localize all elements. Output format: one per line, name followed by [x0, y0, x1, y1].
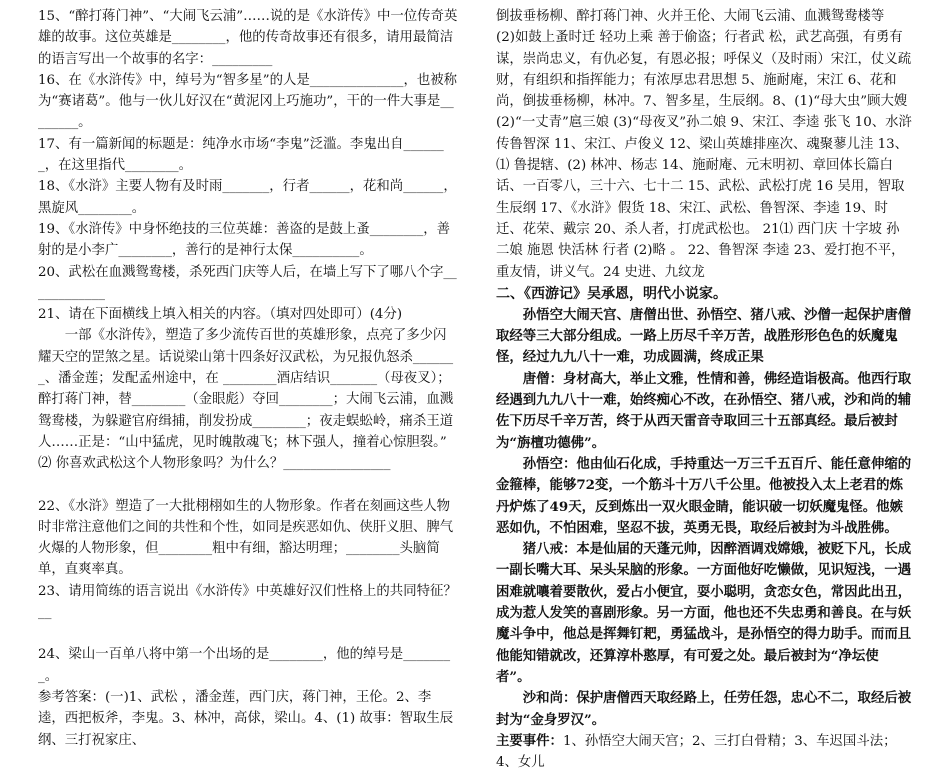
answer-key: 参考答案：(一)1、武松 ，潘金莲，西门庆，蒋门神，王伦。2、李逵，西把板斧，李鬼。3、林冲，高俅，梁山。4、(1) 故事：智取生辰纲、三打祝家庄、 [38, 689, 454, 748]
question-16: 16、在《水浒传》中，绰号为“智多星”的人是______________，也被称为“赛诸葛”。他与一伙儿好汉在“黄泥冈上巧施功”，干的一件大事是________。 [38, 72, 458, 131]
question-15: 15、“醉打蒋门神”、“大闹飞云浦”……说的是《水浒传》中一位传奇英雄的故事。这位英雄是________，他的传奇故事还有很多，请用最简洁的语言写出一个故事的名字：_________ [38, 9, 458, 67]
main-events-text: 1、孙悟空大闹天宫；2、三打白骨精；3、车迟国斗法；4、女儿 [496, 733, 897, 771]
question-18: 18、《水浒》主要人物有及时雨_______，行者______，花和尚______，黑旋风________。 [38, 179, 457, 216]
right-column [496, 6, 912, 773]
character-tangseng: 唐僧：身材高大，举止文雅，性情和善，佛经造诣极高。他西行取经遇到九九八十一难，始终痴心不改，在孙悟空、猪八戒，沙和尚的辅佐下历尽千辛万苦，终于从西天雷音寺取回三十五部真经。最后被封为“旃檀功德佛”。 [496, 370, 912, 451]
main-events-label: 主要事件： [496, 732, 563, 749]
question-19: 19、《水浒传》中身怀绝技的三位英雄：善盗的是鼓上蚤________，善射的是小李广________，善行的是神行太保__________。 [38, 221, 451, 259]
question-17: 17、有一篇新闻的标题是：纯净水市场“李鬼”泛滥。李鬼出自_______，在这里指代________。 [38, 136, 444, 174]
question-20: 20、武松在血溅鸳鸯楼，杀死西门庆等人后，在墙上写下了哪八个字____________ [38, 264, 457, 301]
question-21-passage: 一部《水浒传》，塑造了多少流传百世的英雄形象，点亮了多少闪耀天空的罡煞之星。话说梁山第十四条好汉武松，为兄报仇怒杀_______、潘金莲；发配孟州途中，在 ________酒店结识_______（母夜叉）；醉打蒋门神，替________（金眼彪）夺回________；大闹飞云浦，血溅鸳鸯楼，为躲避官府缉捕，削发扮成________；夜走蜈蚣岭，痛杀王道人……正是：“山中猛虎，见时魄散魂飞；林下强人，撞着心惊胆裂。” [38, 328, 454, 450]
question-21: 21、请在下面横线上填入相关的内容。（填对四处即可）(4分) [38, 307, 403, 323]
character-shaheshang: 沙和尚：保护唐僧西天取经路上，任劳任怨，忠心不二，取经后被封为“金身罗汉”。 [496, 690, 912, 728]
character-zhubajie: 猪八戒：本是仙届的天蓬元帅，因醉酒调戏嫦娥，被贬下凡，长成一副长嘴大耳、呆头呆脑的形象。一方面他好吃懒做，见识短浅，一遇困难就嚷着要散伙，爱占小便宜，耍小聪明，贪恋女色，常因此出丑，成为惹人发笑的喜剧形象。另一方面，他也还不失忠勇和善良。在与妖魔斗争中，他总是挥舞钉耙，勇猛战斗，是孙悟空的得力助手。而而且他能知错就改，还算淳朴憨厚，有可爱之处。最后被封为“净坛使者”。 [496, 541, 912, 685]
answer-key-continued-1: 倒拔垂杨柳、醉打蒋门神、火并王伦、大闹飞云浦、血溅鸳鸯楼等 [496, 9, 885, 24]
question-23: 23、请用简练的语言说出《水浒传》中英雄好汉们性格上的共同特征？__ [38, 583, 457, 621]
main-events [496, 731, 912, 773]
question-24: 24、梁山一百单八将中第一个出场的是________，他的绰号是________。 [38, 647, 451, 684]
answer-key-continued-2: (2)如鼓上蚤时迁 轻功上乘 善于偷盗；行者武 松，武艺高强，有勇有谋，崇尚忠义，有仇必复，有恩必报；呼保义（及时雨）宋江，仗义疏财，有组织和指挥能力；有浓厚忠君思想 5、施耐庵，宋江 6、花和尚，倒拔垂杨柳，林冲。7、智多星，生辰纲。8、(1)“母大虫”顾大嫂 (2)“一丈青”扈三娘 (3)“母夜叉”孙二娘 9、宋江、李逵 张飞 10、水浒传鲁智深 11、宋江、卢俊义 12、梁山英雄排座次、魂聚蓼儿洼 13、⑴ 鲁提辖、(2) 林冲、杨志 14、施耐庵、元末明初、章回体长篇白话、一百零八，三十六、七十二 15、武松、武松打虎 16 吴用，智取生辰纲 17、《水浒》假货 18、宋江、武松、鲁智深、李逵 19、时迁、花荣、戴宗 20、杀人者，打虎武松也。 21⑴ 西门庆 十字坡 孙二娘 施恩 快活林 行者 (2)略 。 22、鲁智深 李逵 23、爱打抱不平，重友情，讲义气。24 史进、九纹龙 [496, 30, 912, 280]
xiyouji-summary: 孙悟空大闹天宫、唐僧出世、孙悟空、猪八戒、沙僧一起保护唐僧取经等三大部分组成。一路上历尽千辛万苦，战胜形形色色的妖魔鬼怪，经过九九八十一难，功成圆满，终成正果 [496, 306, 912, 366]
question-22: 22、《水浒》塑造了一大批栩栩如生的人物形象。作者在刻画这些人物时非常注意他们之间的共性和个性，如同是疾恶如仇、侠肝义胆、脾气火爆的人物形象，但________粗中有细，豁达明理；________头脑简单，直爽率真。 [38, 498, 454, 578]
left-column [38, 6, 458, 751]
character-sunwukong: 孙悟空：他由仙石化成，手持重达一万三千五百斤、能任意伸缩的金箍棒，能够72变，一个筋斗十万八千公里。他被投入太上老君的炼丹炉炼了49天，反到炼出一双火眼金睛，能识破一切妖魔鬼怪。他嫉恶如仇，不怕困难，坚忍不拔，英勇无畏，取经后被封为斗战胜佛。 [496, 455, 912, 536]
xiyouji-heading: 二、《西游记》吴承恩，明代小说家。 [496, 285, 727, 302]
question-21-part-2: ⑵ 你喜欢武松这个人物形象吗？为什么？________________ [38, 456, 391, 472]
